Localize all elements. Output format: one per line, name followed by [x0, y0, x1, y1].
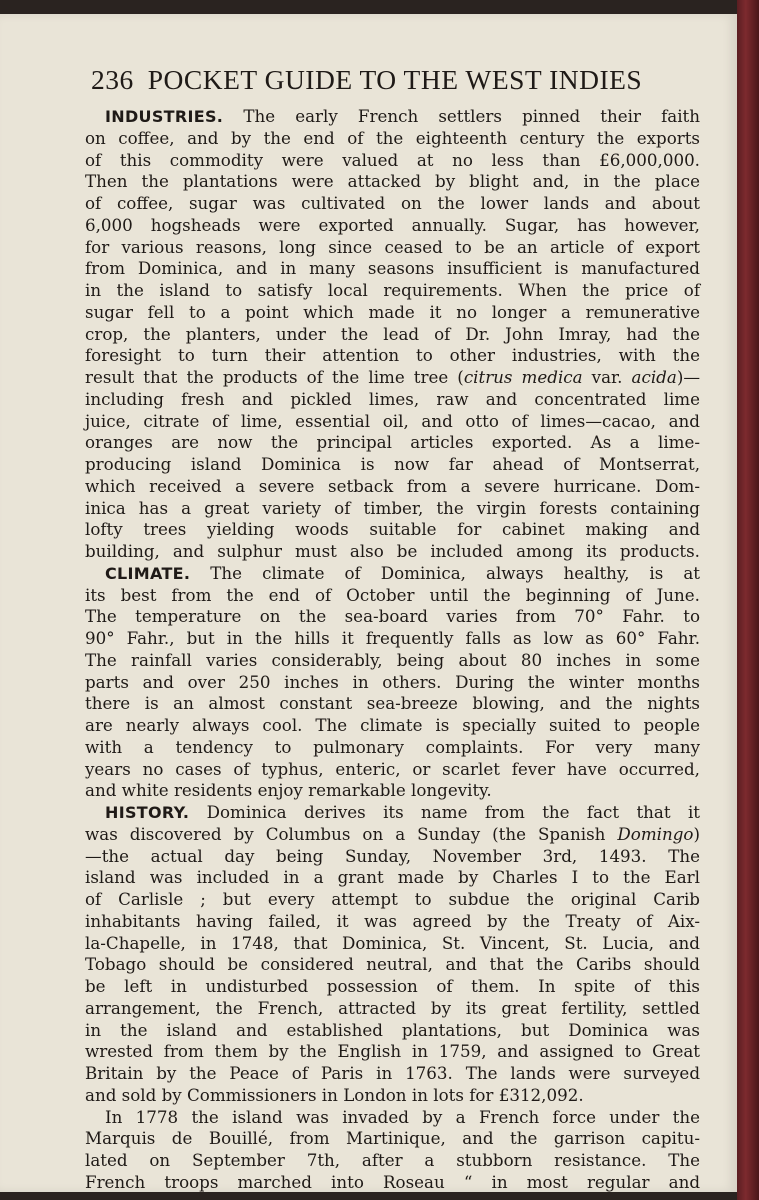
section-heading-industries: INDUSTRIES.	[105, 107, 224, 126]
text-line: building, and sulphur must also be included among its products.	[85, 541, 700, 561]
text-line: for various reasons, long since ceased to be an article of export	[85, 236, 700, 257]
text-line: INDUSTRIES. The early French settlers pinned their faith	[105, 106, 700, 126]
text-line: and sold by Commissioners in London in lots for £312,092.	[85, 1084, 584, 1105]
running-header	[91, 64, 661, 96]
text-line: was discovered by Columbus on a Sunday (the Spanish Domingo)	[85, 823, 700, 844]
text-line: lofty trees yielding woods suitable for cabinet making and	[85, 519, 700, 540]
text-line: result that the products of the lime tree (citrus medica var. acida)—	[85, 367, 701, 387]
text-line: wrested from them by the English in 1759, and assigned to Great	[85, 1041, 700, 1062]
text-line: in the island to satisfy local requirements. When the price of	[85, 280, 700, 300]
section-heading-history: HISTORY.	[105, 803, 190, 822]
running-title: POCKET GUIDE TO THE WEST INDIES	[147, 64, 643, 95]
section-heading-climate: CLIMATE.	[105, 563, 191, 583]
text-line: HISTORY. Dominica derives its name from the fact that it	[105, 802, 700, 822]
text-line: with a tendency to pulmonary complaints. For very many	[85, 736, 700, 757]
text-line: The rainfall varies considerably, being about 80 inches in some	[85, 649, 700, 670]
text-line: and white residents enjoy remarkable longevity.	[85, 780, 492, 801]
text-line: arrangement, the French, attracted by its great fertility, settled	[85, 997, 700, 1018]
text-line: —the actual day being Sunday, November 3rd, 1493. The	[85, 845, 700, 866]
text-line: be left in undisturbed possession of them. In spite of this	[85, 976, 700, 996]
text-line: including fresh and pickled limes, raw and concentrated lime	[85, 388, 700, 409]
text-line: inica has a great variety of timber, the virgin forests containing	[85, 497, 700, 518]
text-line: on coffee, and by the end of the eighteenth century the exports	[85, 127, 700, 148]
text-line: la-Chapelle, in 1748, that Dominica, St. Vincent, St. Lucia, and	[85, 932, 700, 953]
text-line: years no cases of typhus, enteric, or scarlet fever have occurred,	[85, 758, 700, 779]
text-line: Then the plantations were attacked by blight and, in the place	[85, 171, 700, 192]
text-line: Marquis de Bouillé, from Martinique, and the garrison capitu-	[85, 1128, 700, 1149]
text-line: are nearly always cool. The climate is specially suited to people	[85, 715, 700, 735]
text-line: from Dominica, and in many seasons insufficient is manufactured	[85, 258, 700, 279]
text-line: there is an almost constant sea-breeze blowing, and the nights	[85, 693, 700, 714]
text-line: Tobago should be considered neutral, and that the Caribs should	[85, 954, 700, 975]
text-line: of Carlisle ; but every attempt to subdue the original Carib	[85, 889, 700, 909]
text-line: lated on September 7th, after a stubborn resistance. The	[85, 1150, 700, 1170]
book-page	[0, 14, 737, 1192]
text-line: CLIMATE. The climate of Dominica, always healthy, is at	[105, 562, 700, 583]
text-line: 6,000 hogsheads were exported annually. Sugar, has however,	[85, 214, 700, 235]
page-number: 236	[91, 64, 134, 95]
text-line: producing island Dominica is now far ahead of Montserrat,	[85, 454, 700, 474]
text-line: French troops marched into Roseau “ in most regular and	[85, 1171, 700, 1192]
book-cover-edge	[737, 0, 759, 1200]
text-line: which received a severe setback from a severe hurricane. Dom-	[85, 475, 700, 496]
text-line: 90° Fahr., but in the hills it frequently falls as low as 60° Fahr.	[85, 628, 700, 648]
text-line: oranges are now the principal articles exported. As a lime-	[85, 432, 700, 453]
text-line: The temperature on the sea-board varies from 70° Fahr. to	[85, 606, 700, 627]
text-line: parts and over 250 inches in others. During the winter months	[85, 671, 700, 692]
text-line: of this commodity were valued at no less than £6,000,000.	[85, 149, 700, 170]
text-line: crop, the planters, under the lead of Dr. John Imray, had the	[85, 323, 700, 344]
text-line: in the island and established plantations, but Dominica was	[85, 1019, 700, 1040]
text-line: its best from the end of October until the beginning of June.	[85, 584, 700, 605]
text-line: foresight to turn their attention to other industries, with the	[85, 345, 700, 366]
text-line: of coffee, sugar was cultivated on the lower lands and about	[85, 193, 700, 213]
text-line: island was included in a grant made by Charles I to the Earl	[85, 867, 700, 888]
body-text	[85, 106, 700, 1194]
text-line: Britain by the Peace of Paris in 1763. The lands were surveyed	[85, 1063, 700, 1083]
text-line: In 1778 the island was invaded by a French force under the	[105, 1106, 700, 1127]
text-line: sugar fell to a point which made it no longer a remunerative	[85, 301, 700, 322]
text-line: juice, citrate of lime, essential oil, and otto of limes—cacao, and	[85, 410, 700, 431]
text-line: inhabitants having failed, it was agreed by the Treaty of Aix-	[85, 910, 700, 931]
